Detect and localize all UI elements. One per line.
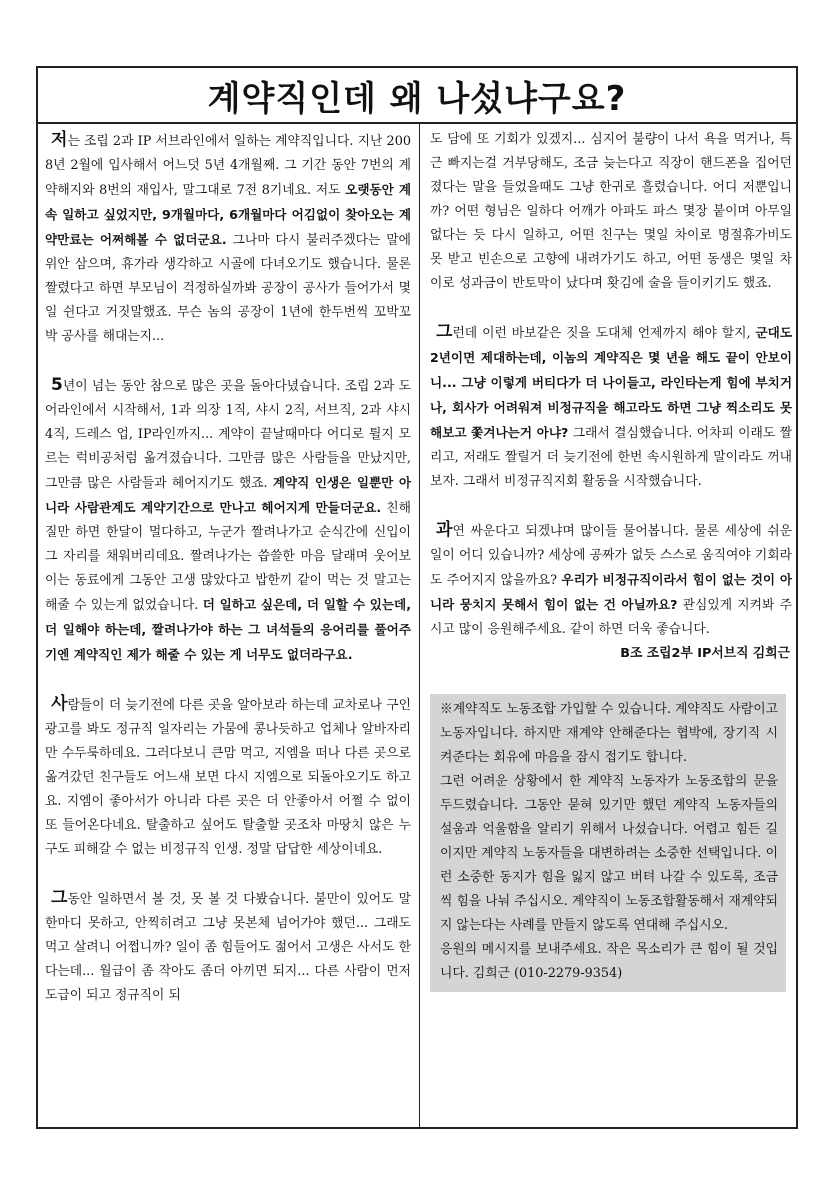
paragraph-6 (430, 320, 792, 494)
left-column (45, 128, 411, 1008)
notice-paragraph: ※계약직도 노동조합 가입할 수 있습니다. 계약직도 사람이고 노동자입니다. 하지만 재계약 안해준다는 협박에, 장기직 시켜준다는 회유에 마음을 잠시 접기도 합니다. (440, 702, 778, 765)
drop-cap: 그 (51, 888, 68, 908)
paragraph-5 (430, 128, 792, 296)
paragraph-2 (45, 373, 411, 668)
notice-box (430, 694, 786, 992)
paragraph-text: 그나마 다시 불러주겠다는 말에 위안 삼으며, 휴가라 생각하고 시골에 다녀오기도 했습니다. 물론 짤렸다고 하면 부모님이 걱정하실까봐 공장이 공사가 들어가서 몇일 쉰다고 거짓말했죠. 무슨 놈의 공장이 1년에 한두번씩 꼬박꼬박 공사를 해대는지... (45, 233, 411, 344)
paragraph-7 (430, 518, 792, 642)
paragraph-text: 그래서 결심했습니다. 어차피 이래도 짤리고, 저래도 짤릴거 더 늦기전에 한번 속시원하게 말이라도 꺼내보자. 그래서 비정규직지회 활동을 시작했습니다. (430, 426, 792, 489)
paragraph-3 (45, 692, 411, 862)
drop-cap: 과 (436, 520, 453, 540)
paragraph-text: 는 조립 2과 IP 서브라인에서 일하는 계약직입니다. 지난 2008년 2월에 입사해서 어느덧 5년 4개월째. 그 기간 동안 7번의 계약해지와 8번의 재입사, 말그대로 7전 8기네요. 저도 (45, 134, 411, 198)
paragraph-1 (45, 128, 411, 349)
paragraph-text: 년이 넘는 동안 참으로 많은 곳을 돌아다녔습니다. 조립 2과 도어라인에서 시작해서, 1과 의장 1직, 샤시 2직, 서브직, 2과 샤시 4직, 드레스 업, IP라인까지... 계약이 끝날때마다 어디로 튈지 모르는 럭비공처럼 옮겨졌습니다. 그만큼 많은 사람들을 만났지만, 그만큼 많은 사람들과 헤어지기도 했죠. (45, 379, 411, 491)
emphasis-text: 우리가 비정규직이라서 힘이 없는 것이 아니라 뭉치지 못해서 힘이 없는 건 아닐까요? (430, 572, 792, 612)
column-divider (419, 124, 420, 1129)
article-frame (36, 66, 798, 1129)
paragraph-text: 동안 일하면서 볼 것, 못 볼 것 다봤습니다. 불만이 있어도 말한마디 못하고, 안찍히려고 그냥 못본체 넘어가야 했던... 그래도 먹고 살려니 어쩝니까? 일이 좀 힘들어도 젊어서 고생은 사서도 한다는데... 월급이 좀 작아도 좀더 아끼면 되지... 다른 사람이 먼저 도급이 되고 정규직이 되 (45, 892, 411, 1003)
author-signature: B조 조립2부 IP서브직 김희근 (620, 646, 790, 661)
paragraph-text: 람들이 더 늦기전에 다른 곳을 알아보라 하는데 교차로나 구인광고를 봐도 정규직 일자리는 가뭄에 콩나듯하고 업체나 알바자리만 수두룩하데요. 그러다보니 큰맘 먹고, 지엠을 떠나 다른 곳으로 옮겨갔던 친구들도 어느새 보면 다시 지엠으로 되돌아오기도 하고요. 지엠이 좋아서가 아니라 다른 곳은 더 안좋아서 어쩔 수 없이 또 들어온다네요. 탈출하고 싶어도 탈출할 곳조차 마땅치 않은 누구도 피해갈 수 없는 비정규직 인생. 정말 답답한 세상이네요. (45, 698, 411, 857)
drop-cap: 사 (51, 694, 68, 714)
emphasis-text: 오랫동안 계속 일하고 싶었지만, 9개월마다, 6개월마다 어김없이 찾아오는 계약만료는 어쩌해볼 수 없더군요. (45, 182, 411, 247)
drop-cap: 5 (51, 375, 63, 395)
paragraph-text: 친해질만 하면 한달이 멀다하고, 누군가 짤려나가고 순식간에 신입이 그 자리를 채워버리데요. 짤려나가는 씁쓸한 마음 달래며 웃어보이는 동료에게 그동안 고생 많았다고 밥한끼 같이 먹는 것 말고는 해줄 수 있는게 없었습니다. (45, 501, 411, 613)
paragraph-text: 런데 이런 바보같은 짓을 도대체 언제까지 해야 할지, (452, 326, 756, 341)
notice-paragraph: 그런 어려운 상황에서 한 계약직 노동자가 노동조합의 문을 두드렸습니다. 그동안 묻혀 있기만 했던 계약직 노동자들의 설움과 억울함을 알리기 위해서 나섰습니다. 어렵고 힘든 길이지만 계약직 노동자들을 대변하려는 소중한 선택입니다. 이런 소중한 동지가 힘을 잃지 않고 버텨 나갈 수 있도록, 조금씩 힘을 나눠 주십시오. 계약직이 노동조합활동해서 재계약되지 않는다는 사례를 만들지 않도록 연대해 주십시오. (440, 774, 778, 933)
emphasis-text: 더 일하고 싶은데, 더 일할 수 있는데, 더 일해야 하는데, 짤려나가야 하는 그 녀석들의 응어리를 풀어주기엔 계약직인 제가 해줄 수 있는 게 너무도 없더라구요. (45, 597, 411, 662)
notice-contact: 응원의 메시지를 보내주세요. 작은 목소리가 큰 힘이 될 것입니다. 김희근 (010-2279-9354) (440, 942, 778, 981)
article-title: 계약직인데 왜 나섰냐구요? (207, 78, 627, 119)
paragraph-text: 도 담에 또 기회가 있겠지... 심지어 불량이 나서 욕을 먹거나, 특근 빠지는걸 거부당해도, 조금 늦는다고 직장이 핸드폰을 집어던졌다는 말을 들었을때도 그냥 한귀로 흘렸습니다. 어디 저뿐입니까? 어떤 형님은 일하다 어깨가 아파도 파스 몇장 붙이며 아무일 없다는 듯 다시 일하고, 어떤 친구는 몇일 차이로 명절휴가비도 못 받고 빈손으로 고향에 내려가기도 하고, 어떤 동생은 몇일 차이로 성과금이 반토막이 났다며 홧김에 술을 들이키기도 했죠. (430, 132, 792, 291)
drop-cap: 그 (436, 322, 453, 342)
title-bar (38, 68, 796, 124)
emphasis-text: 계약직 인생은 일뿐만 아니라 사람관계도 계약기간으로 만나고 헤어지게 만들더군요. (45, 475, 411, 515)
drop-cap: 저 (51, 130, 68, 150)
paragraph-text: 연 싸운다고 되겠냐며 많이들 물어봅니다. 물론 세상에 쉬운 일이 어디 있습니까? 세상에 공짜가 없듯 스스로 움직여야 기회라도 주어지지 않을까요? (430, 524, 792, 588)
emphasis-text: 군대도 2년이면 제대하는데, 이놈의 계약직은 몇 년을 해도 끝이 안보이니... 그냥 이렇게 버티다가 더 나이들고, 라인타는게 힘에 부치거나, 회사가 어려워져 비정규직을 해고라도 하면 그냥 찍소리도 못해보고 쫓겨나는거 아냐? (430, 325, 792, 440)
right-column (430, 128, 792, 992)
paragraph-4 (45, 886, 411, 1008)
paragraph-text: 관심있게 지켜봐 주시고 많이 응원해주세요. 같이 하면 더욱 좋습니다. (430, 598, 792, 637)
